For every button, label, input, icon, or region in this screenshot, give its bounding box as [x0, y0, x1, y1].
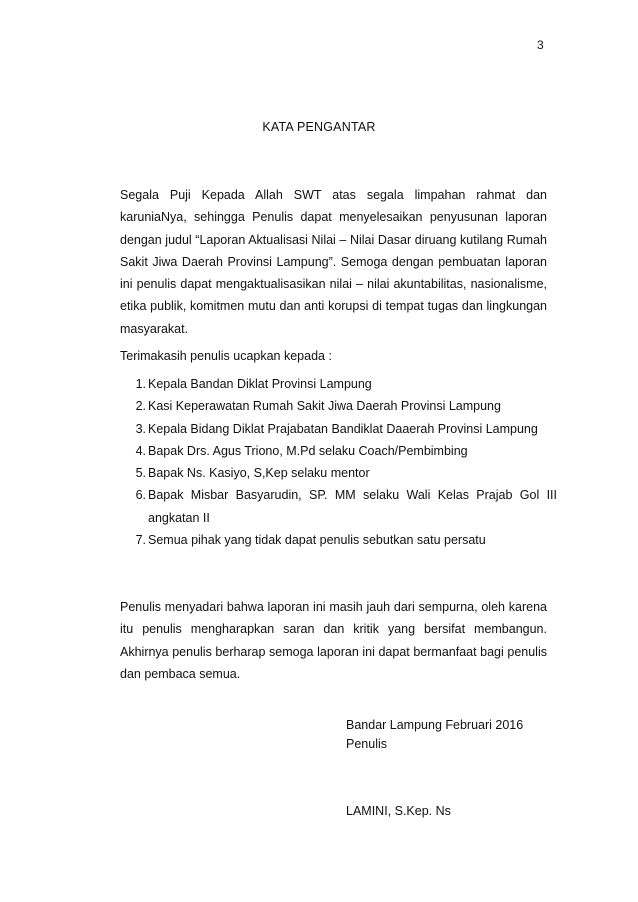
- page-title: KATA PENGANTAR: [262, 120, 376, 134]
- thanks-list: [120, 373, 557, 551]
- list-item: [120, 440, 557, 462]
- list-item: [120, 529, 557, 551]
- list-item-text: Bapak Ns. Kasiyo, S,Kep selaku mentor: [148, 466, 370, 481]
- list-item: [120, 418, 557, 440]
- list-item-text: Bapak Misbar Basyarudin, SP. MM selaku Wali Kelas Prajab Gol III angkatan II: [148, 488, 557, 525]
- list-item-number: 3.: [135, 421, 146, 436]
- signature-name: LAMINI, S.Kep. Ns: [346, 804, 451, 818]
- list-item-number: 6.: [135, 488, 146, 503]
- list-item: [120, 462, 557, 484]
- list-item-text: Kepala Bandan Diklat Provinsi Lampung: [148, 377, 372, 391]
- signature-role: Penulis: [346, 737, 387, 751]
- closing-paragraph: Penulis menyadari bahwa laporan ini masih jauh dari sempurna, oleh karena itu penulis mengharapkan saran dan kritik yang bersifat membangun. Akhirnya penulis berharap semoga laporan ini dapat bermanfaat bagi penulis dan pembaca semua.: [120, 600, 547, 681]
- list-item-number: 5.: [135, 466, 146, 481]
- list-item-number: 1.: [135, 377, 146, 391]
- list-item-text: Kasi Keperawatan Rumah Sakit Jiwa Daerah Provinsi Lampung: [148, 399, 501, 414]
- list-item-text: Semua pihak yang tidak dapat penulis sebutkan satu persatu: [148, 533, 486, 548]
- list-item-text: Bapak Drs. Agus Triono, M.Pd selaku Coach/Pembimbing: [148, 443, 468, 458]
- intro-paragraph: Segala Puji Kepada Allah SWT atas segala limpahan rahmat dan karuniaNya, sehingga Penulis dapat menyelesaikan penyusunan laporan dengan judul “Laporan Aktualisasi Nilai – Nilai Dasar diruang kutilang Rumah Sakit Jiwa Daerah Provinsi Lampung”. Semoga dengan pembuatan laporan ini penulis dapat mengaktualisasikan nilai – nilai akuntabilitas, nasionalisme, etika publik, komitmen mutu dan anti korupsi di tempat tugas dan lingkungan masyarakat.: [120, 188, 547, 336]
- list-item: [120, 484, 557, 529]
- list-item: [120, 395, 557, 417]
- list-item: [120, 373, 557, 395]
- list-item-number: 4.: [135, 443, 146, 458]
- signature-place-date: Bandar Lampung Februari 2016: [346, 718, 524, 732]
- page-number: 3: [537, 38, 544, 52]
- thanks-line: Terimakasih penulis ucapkan kepada :: [120, 349, 332, 363]
- list-item-text: Kepala Bidang Diklat Prajabatan Bandiklat Daaerah Provinsi Lampung: [148, 421, 538, 436]
- list-item-number: 2.: [135, 399, 146, 414]
- list-item-number: 7.: [135, 533, 146, 548]
